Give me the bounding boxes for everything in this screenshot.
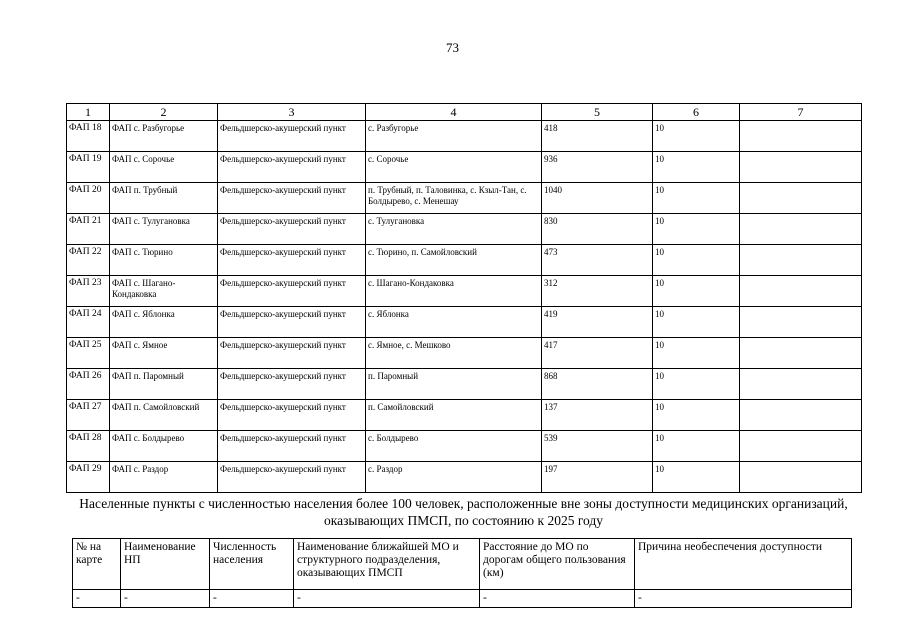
- cell-type: Фельдшерско-акушерский пункт: [218, 338, 366, 369]
- table-row: [67, 400, 862, 431]
- column-header: 5: [542, 104, 653, 121]
- cell-name: ФАП с. Сорочье: [110, 152, 218, 183]
- cell-settlements: с. Яблонка: [366, 307, 542, 338]
- cell-name: ФАП с. Яблонка: [110, 307, 218, 338]
- table-row: [67, 276, 862, 307]
- cell-type: Фельдшерско-акушерский пункт: [218, 400, 366, 431]
- cell-type: Фельдшерско-акушерский пункт: [218, 121, 366, 152]
- cell-type: Фельдшерско-акушерский пункт: [218, 369, 366, 400]
- cell-code: ФАП 28: [67, 431, 110, 462]
- table-header-row: [73, 539, 852, 590]
- cell-settlements: п. Самойловский: [366, 400, 542, 431]
- cell-type: Фельдшерско-акушерский пункт: [218, 152, 366, 183]
- table-cell: -: [635, 590, 852, 608]
- cell-code: ФАП 26: [67, 369, 110, 400]
- cell-distance: 10: [653, 183, 740, 214]
- table-row: [67, 245, 862, 276]
- column-header: Причина необеспечения доступности: [635, 539, 852, 590]
- cell-code: ФАП 25: [67, 338, 110, 369]
- cell-name: ФАП п. Паромный: [110, 369, 218, 400]
- cell-settlements: п. Паромный: [366, 369, 542, 400]
- cell-distance: 10: [653, 214, 740, 245]
- table-row: [67, 307, 862, 338]
- cell-type: Фельдшерско-акушерский пункт: [218, 245, 366, 276]
- column-header: 7: [740, 104, 862, 121]
- column-header: 1: [67, 104, 110, 121]
- cell-settlements: с. Шагано-Кондаковка: [366, 276, 542, 307]
- cell-code: ФАП 19: [67, 152, 110, 183]
- table-cell: -: [73, 590, 121, 608]
- cell-name: ФАП с. Болдырево: [110, 431, 218, 462]
- table-row: [73, 590, 852, 608]
- cell-distance: 10: [653, 462, 740, 493]
- cell-note: [740, 369, 862, 400]
- cell-population: 312: [542, 276, 653, 307]
- cell-settlements: с. Разбугорье: [366, 121, 542, 152]
- cell-population: 830: [542, 214, 653, 245]
- cell-distance: 10: [653, 276, 740, 307]
- table-body: [67, 121, 862, 493]
- cell-distance: 10: [653, 431, 740, 462]
- unreachable-settlements-table: [72, 538, 852, 608]
- table-cell: -: [294, 590, 480, 608]
- cell-type: Фельдшерско-акушерский пункт: [218, 276, 366, 307]
- table-row: [67, 431, 862, 462]
- table-row: [67, 183, 862, 214]
- cell-note: [740, 245, 862, 276]
- cell-name: ФАП с. Шагано-Кондаковка: [110, 276, 218, 307]
- cell-settlements: с. Болдырево: [366, 431, 542, 462]
- cell-name: ФАП с. Разбугорье: [110, 121, 218, 152]
- cell-code: ФАП 18: [67, 121, 110, 152]
- cell-note: [740, 183, 862, 214]
- column-header: Численность населения: [210, 539, 294, 590]
- table-cell: -: [480, 590, 635, 608]
- cell-population: 197: [542, 462, 653, 493]
- table-row: [67, 152, 862, 183]
- column-header: Расстояние до МО по дорогам общего пользования (км): [480, 539, 635, 590]
- cell-code: ФАП 27: [67, 400, 110, 431]
- cell-name: ФАП п. Самойловский: [110, 400, 218, 431]
- cell-note: [740, 214, 862, 245]
- cell-population: 137: [542, 400, 653, 431]
- cell-name: ФАП с. Раздор: [110, 462, 218, 493]
- cell-name: ФАП п. Трубный: [110, 183, 218, 214]
- cell-settlements: с. Сорочье: [366, 152, 542, 183]
- cell-settlements: с. Ямное, с. Мешково: [366, 338, 542, 369]
- cell-type: Фельдшерско-акушерский пункт: [218, 431, 366, 462]
- table-row: [67, 214, 862, 245]
- cell-distance: 10: [653, 245, 740, 276]
- cell-type: Фельдшерско-акушерский пункт: [218, 214, 366, 245]
- cell-settlements: с. Тулугановка: [366, 214, 542, 245]
- cell-population: 473: [542, 245, 653, 276]
- cell-code: ФАП 22: [67, 245, 110, 276]
- column-header: № на карте: [73, 539, 121, 590]
- table-row: [67, 338, 862, 369]
- facilities-table: [66, 103, 862, 493]
- cell-population: 418: [542, 121, 653, 152]
- cell-distance: 10: [653, 338, 740, 369]
- table-row: [67, 121, 862, 152]
- cell-note: [740, 400, 862, 431]
- cell-code: ФАП 20: [67, 183, 110, 214]
- page-number: 73: [446, 40, 459, 55]
- cell-distance: 10: [653, 400, 740, 431]
- cell-population: 419: [542, 307, 653, 338]
- cell-distance: 10: [653, 152, 740, 183]
- cell-note: [740, 338, 862, 369]
- table-body: [73, 590, 852, 608]
- cell-code: ФАП 29: [67, 462, 110, 493]
- cell-note: [740, 431, 862, 462]
- cell-note: [740, 152, 862, 183]
- cell-distance: 10: [653, 307, 740, 338]
- table-cell: -: [210, 590, 294, 608]
- cell-population: 539: [542, 431, 653, 462]
- cell-note: [740, 462, 862, 493]
- table-row: [67, 369, 862, 400]
- column-header: 3: [218, 104, 366, 121]
- table-header-row: [67, 104, 862, 121]
- cell-type: Фельдшерско-акушерский пункт: [218, 462, 366, 493]
- column-header: 4: [366, 104, 542, 121]
- cell-name: ФАП с. Тулугановка: [110, 214, 218, 245]
- section-heading: Населенные пункты с численностью населения более 100 человек, расположенные вне зоны доступности медицинских организаций, оказывающих ПМСП, по состоянию к 2025 году: [79, 496, 848, 528]
- column-header: Наименование ближайшей МО и структурного подразделения, оказывающих ПМСП: [294, 539, 480, 590]
- cell-type: Фельдшерско-акушерский пункт: [218, 307, 366, 338]
- cell-settlements: п. Трубный, п. Таловинка, с. Кзыл-Тан, с. Болдырево, с. Менешау: [366, 183, 542, 214]
- cell-code: ФАП 23: [67, 276, 110, 307]
- cell-type: Фельдшерско-акушерский пункт: [218, 183, 366, 214]
- cell-name: ФАП с. Ямное: [110, 338, 218, 369]
- table-row: [67, 462, 862, 493]
- cell-settlements: с. Раздор: [366, 462, 542, 493]
- cell-distance: 10: [653, 369, 740, 400]
- cell-code: ФАП 21: [67, 214, 110, 245]
- cell-note: [740, 276, 862, 307]
- column-header: 6: [653, 104, 740, 121]
- cell-settlements: с. Тюрино, п. Самойловский: [366, 245, 542, 276]
- table-cell: -: [121, 590, 210, 608]
- cell-note: [740, 121, 862, 152]
- cell-population: 868: [542, 369, 653, 400]
- cell-code: ФАП 24: [67, 307, 110, 338]
- cell-population: 417: [542, 338, 653, 369]
- column-header: 2: [110, 104, 218, 121]
- cell-population: 936: [542, 152, 653, 183]
- cell-name: ФАП с. Тюрино: [110, 245, 218, 276]
- cell-population: 1040: [542, 183, 653, 214]
- column-header: Наименование НП: [121, 539, 210, 590]
- cell-note: [740, 307, 862, 338]
- cell-distance: 10: [653, 121, 740, 152]
